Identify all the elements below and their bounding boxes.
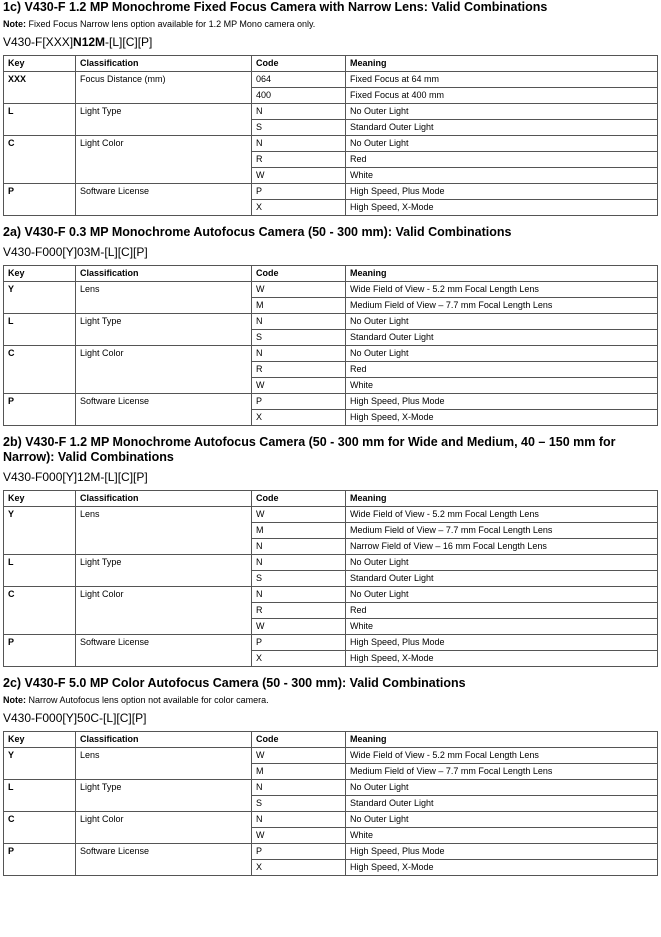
table-row — [4, 136, 658, 152]
cell-classification: Light Color — [76, 136, 252, 184]
cell-meaning: High Speed, X-Mode — [346, 860, 658, 876]
cell-meaning: Red — [346, 603, 658, 619]
cell-code: N — [252, 346, 346, 362]
cell-classification: Light Color — [76, 812, 252, 844]
cell-code: N — [252, 587, 346, 603]
cell-key: L — [4, 104, 76, 136]
cell-meaning: Medium Field of View – 7.7 mm Focal Length Lens — [346, 523, 658, 539]
section-2b — [3, 435, 659, 667]
cell-classification: Light Color — [76, 587, 252, 635]
cell-key: L — [4, 314, 76, 346]
model-part-a: V430-F[XXX] — [3, 35, 74, 49]
cell-key: Y — [4, 282, 76, 314]
cell-classification: Software License — [76, 844, 252, 876]
cell-meaning: Standard Outer Light — [346, 120, 658, 136]
cell-key: P — [4, 844, 76, 876]
cell-code: W — [252, 828, 346, 844]
header-meaning: Meaning — [346, 491, 658, 507]
table-row — [4, 72, 658, 88]
header-key: Key — [4, 732, 76, 748]
cell-classification: Light Type — [76, 104, 252, 136]
section-title: 2c) V430-F 5.0 MP Color Autofocus Camera (50 - 300 mm): Valid Combinations — [3, 676, 466, 690]
model-number: V430-F000[Y]12M-[L][C][P] — [3, 470, 148, 484]
cell-code: N — [252, 812, 346, 828]
cell-classification: Light Color — [76, 346, 252, 394]
cell-meaning: High Speed, Plus Mode — [346, 844, 658, 860]
table-row — [4, 812, 658, 828]
note-text: Fixed Focus Narrow lens option available for 1.2 MP Mono camera only. — [26, 19, 316, 29]
table-header-row — [4, 56, 658, 72]
cell-code: W — [252, 168, 346, 184]
note-text: Narrow Autofocus lens option not available for color camera. — [26, 695, 269, 705]
cell-code: W — [252, 282, 346, 298]
cell-code: R — [252, 362, 346, 378]
cell-meaning: High Speed, Plus Mode — [346, 394, 658, 410]
cell-code: W — [252, 748, 346, 764]
table-row — [4, 780, 658, 796]
cell-key: XXX — [4, 72, 76, 104]
combinations-table — [3, 490, 658, 667]
header-meaning: Meaning — [346, 732, 658, 748]
cell-meaning: White — [346, 828, 658, 844]
cell-meaning: White — [346, 378, 658, 394]
cell-code: P — [252, 844, 346, 860]
cell-key: Y — [4, 748, 76, 780]
cell-meaning: White — [346, 168, 658, 184]
header-classification: Classification — [76, 732, 252, 748]
cell-meaning: Medium Field of View – 7.7 mm Focal Length Lens — [346, 298, 658, 314]
cell-classification: Light Type — [76, 314, 252, 346]
header-classification: Classification — [76, 491, 252, 507]
cell-meaning: No Outer Light — [346, 346, 658, 362]
table-row — [4, 282, 658, 298]
table-row — [4, 104, 658, 120]
cell-code: X — [252, 410, 346, 426]
cell-code: N — [252, 555, 346, 571]
cell-classification: Focus Distance (mm) — [76, 72, 252, 104]
combinations-table — [3, 731, 658, 876]
cell-code: W — [252, 507, 346, 523]
cell-classification: Software License — [76, 394, 252, 426]
header-code: Code — [252, 266, 346, 282]
table-row — [4, 635, 658, 651]
cell-key: Y — [4, 507, 76, 555]
cell-meaning: No Outer Light — [346, 136, 658, 152]
cell-meaning: White — [346, 619, 658, 635]
cell-code: N — [252, 780, 346, 796]
table-row — [4, 314, 658, 330]
cell-meaning: Fixed Focus at 64 mm — [346, 72, 658, 88]
cell-meaning: Standard Outer Light — [346, 330, 658, 346]
cell-meaning: No Outer Light — [346, 555, 658, 571]
header-key: Key — [4, 491, 76, 507]
table-row — [4, 346, 658, 362]
cell-meaning: Wide Field of View - 5.2 mm Focal Length Lens — [346, 282, 658, 298]
cell-code: W — [252, 378, 346, 394]
cell-code: N — [252, 539, 346, 555]
cell-key: P — [4, 394, 76, 426]
cell-key: C — [4, 812, 76, 844]
table-header-row — [4, 491, 658, 507]
cell-meaning: High Speed, Plus Mode — [346, 184, 658, 200]
section-1c — [3, 0, 659, 216]
cell-meaning: Standard Outer Light — [346, 571, 658, 587]
cell-code: S — [252, 330, 346, 346]
cell-classification: Light Type — [76, 555, 252, 587]
cell-meaning: No Outer Light — [346, 104, 658, 120]
cell-meaning: No Outer Light — [346, 780, 658, 796]
cell-meaning: Fixed Focus at 400 mm — [346, 88, 658, 104]
cell-meaning: High Speed, X-Mode — [346, 651, 658, 667]
note — [3, 19, 659, 30]
cell-code: S — [252, 571, 346, 587]
cell-meaning: Wide Field of View - 5.2 mm Focal Length Lens — [346, 507, 658, 523]
cell-code: M — [252, 764, 346, 780]
cell-key: L — [4, 780, 76, 812]
header-meaning: Meaning — [346, 56, 658, 72]
table-header-row — [4, 732, 658, 748]
cell-code: S — [252, 796, 346, 812]
cell-code: P — [252, 635, 346, 651]
cell-classification: Lens — [76, 748, 252, 780]
cell-meaning: Wide Field of View - 5.2 mm Focal Length Lens — [346, 748, 658, 764]
cell-code: X — [252, 860, 346, 876]
cell-code: R — [252, 603, 346, 619]
cell-meaning: Red — [346, 152, 658, 168]
table-row — [4, 394, 658, 410]
cell-key: P — [4, 635, 76, 667]
cell-meaning: No Outer Light — [346, 587, 658, 603]
cell-key: C — [4, 346, 76, 394]
cell-code: P — [252, 394, 346, 410]
section-title: 2b) V430-F 1.2 MP Monochrome Autofocus Camera (50 - 300 mm for Wide and Medium, 40 – 150 mm for Narrow): Valid Combinations — [3, 435, 616, 464]
cell-meaning: Red — [346, 362, 658, 378]
header-key: Key — [4, 266, 76, 282]
model-part-c: -[L][C][P] — [105, 35, 153, 49]
header-key: Key — [4, 56, 76, 72]
section-title: 1c) V430-F 1.2 MP Monochrome Fixed Focus Camera with Narrow Lens: Valid Combinations — [3, 0, 548, 14]
model-number: V430-F000[Y]50C-[L][C][P] — [3, 711, 147, 725]
table-row — [4, 507, 658, 523]
cell-meaning: No Outer Light — [346, 812, 658, 828]
cell-code: X — [252, 651, 346, 667]
cell-meaning: High Speed, Plus Mode — [346, 635, 658, 651]
cell-code: N — [252, 136, 346, 152]
header-classification: Classification — [76, 56, 252, 72]
table-row — [4, 748, 658, 764]
header-meaning: Meaning — [346, 266, 658, 282]
cell-meaning: Standard Outer Light — [346, 796, 658, 812]
header-code: Code — [252, 732, 346, 748]
cell-classification: Lens — [76, 507, 252, 555]
cell-meaning: Narrow Field of View – 16 mm Focal Length Lens — [346, 539, 658, 555]
cell-key: L — [4, 555, 76, 587]
table-row — [4, 587, 658, 603]
cell-code: 400 — [252, 88, 346, 104]
combinations-table — [3, 55, 658, 216]
cell-key: P — [4, 184, 76, 216]
cell-key: C — [4, 136, 76, 184]
cell-code: 064 — [252, 72, 346, 88]
header-code: Code — [252, 56, 346, 72]
model-number: V430-F000[Y]03M-[L][C][P] — [3, 245, 148, 259]
cell-code: N — [252, 104, 346, 120]
note-label: Note: — [3, 19, 26, 29]
cell-meaning: Medium Field of View – 7.7 mm Focal Length Lens — [346, 764, 658, 780]
table-header-row — [4, 266, 658, 282]
model-number — [3, 35, 659, 50]
header-classification: Classification — [76, 266, 252, 282]
cell-code: W — [252, 619, 346, 635]
model-part-b: N12M — [73, 35, 106, 49]
cell-classification: Software License — [76, 184, 252, 216]
cell-code: X — [252, 200, 346, 216]
table-row — [4, 844, 658, 860]
cell-code: P — [252, 184, 346, 200]
section-title: 2a) V430-F 0.3 MP Monochrome Autofocus Camera (50 - 300 mm): Valid Combinations — [3, 225, 512, 239]
table-row — [4, 184, 658, 200]
header-code: Code — [252, 491, 346, 507]
note-label: Note: — [3, 695, 26, 705]
cell-code: R — [252, 152, 346, 168]
combinations-table — [3, 265, 658, 426]
cell-code: M — [252, 298, 346, 314]
cell-classification: Software License — [76, 635, 252, 667]
section-2c — [3, 676, 659, 876]
cell-code: M — [252, 523, 346, 539]
cell-code: S — [252, 120, 346, 136]
cell-meaning: No Outer Light — [346, 314, 658, 330]
cell-meaning: High Speed, X-Mode — [346, 410, 658, 426]
cell-classification: Lens — [76, 282, 252, 314]
table-row — [4, 555, 658, 571]
note — [3, 695, 659, 706]
cell-code: N — [252, 314, 346, 330]
cell-classification: Light Type — [76, 780, 252, 812]
section-2a — [3, 225, 659, 426]
cell-meaning: High Speed, X-Mode — [346, 200, 658, 216]
cell-key: C — [4, 587, 76, 635]
